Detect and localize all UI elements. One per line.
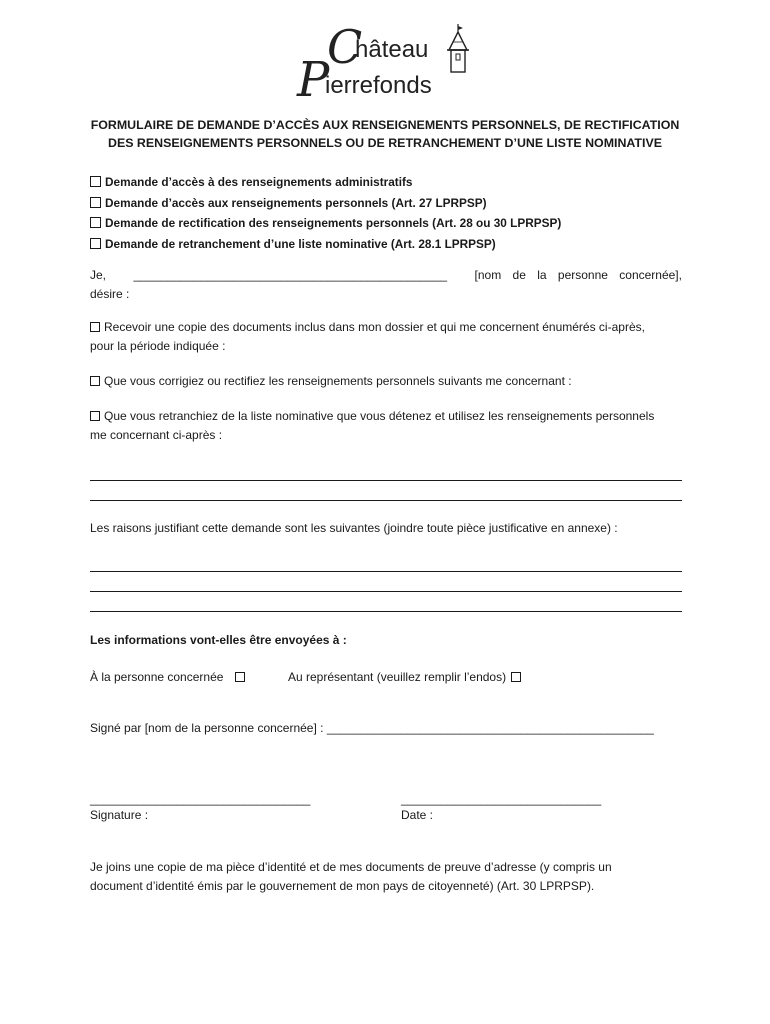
- checkbox-icon[interactable]: [90, 217, 101, 228]
- checkbox-icon[interactable]: [90, 322, 100, 332]
- option-retrenchment[interactable]: [90, 234, 690, 255]
- choice-remove: [90, 407, 682, 445]
- option-personal-access[interactable]: [90, 193, 690, 214]
- send-to-person-label: À la personne concernée: [90, 670, 224, 684]
- reasons-line-2[interactable]: [90, 591, 682, 592]
- option-label: Demande d’accès à des renseignements administratifs: [105, 175, 413, 189]
- send-to-representative-label: Au représentant (veuillez remplir l’endos): [288, 670, 507, 684]
- identity-note: [90, 858, 682, 896]
- choice-remove-label-line2: me concernant ci-après :: [90, 428, 223, 442]
- signature-label: Signature :: [90, 808, 149, 822]
- requester-name-line: [90, 266, 682, 304]
- logo-word-chateau: hâteau: [355, 36, 429, 63]
- choice-correct-label: Que vous corrigiez ou rectifiez les renseignements personnels suivants me concernant :: [104, 374, 572, 388]
- date-field[interactable]: ______________________________: [401, 792, 602, 806]
- choice-copy-label: Recevoir une copie des documents inclus dans mon dossier et qui me concernent énumérés ci-après,: [104, 320, 645, 334]
- identity-note-line1: Je joins une copie de ma pièce d’identité et de mes documents de preuve d’adresse (y compris un: [90, 860, 612, 874]
- request-type-options: [90, 172, 690, 254]
- signed-by-line: [90, 719, 654, 737]
- checkbox-icon[interactable]: [90, 411, 100, 421]
- choice-receive-copy: [90, 318, 682, 356]
- checkbox-icon[interactable]: [90, 176, 101, 187]
- signature-field[interactable]: _________________________________: [90, 792, 311, 806]
- je-suffix: [nom de la personne concernée],: [474, 268, 682, 282]
- checkbox-icon[interactable]: [90, 238, 101, 249]
- chateau-pierrefonds-logo: [295, 20, 475, 108]
- send-to-representative[interactable]: [288, 668, 525, 686]
- signed-by-field[interactable]: _________________________________________________: [326, 721, 654, 735]
- checkbox-icon[interactable]: [511, 672, 521, 682]
- castle-tower-icon: [443, 22, 473, 74]
- logo-word-pierrefonds: ierrefonds: [325, 72, 432, 99]
- form-title-line2: DES RENSEIGNEMENTS PERSONNELS OU DE RETRANCHEMENT D’UNE LISTE NOMINATIVE: [108, 136, 662, 150]
- logo-initial-c: C: [327, 20, 363, 74]
- details-line-2[interactable]: [90, 500, 682, 501]
- form-title-line1: FORMULAIRE DE DEMANDE D’ACCÈS AUX RENSEIGNEMENTS PERSONNELS, DE RECTIFICATION: [90, 118, 680, 132]
- je-prefix: Je,: [90, 268, 107, 282]
- reasons-label: Les raisons justifiant cette demande sont les suivantes (joindre toute pièce justificative en annexe) :: [90, 521, 618, 535]
- details-line-1[interactable]: [90, 480, 682, 481]
- date-label: Date :: [401, 808, 434, 822]
- requester-name-field[interactable]: _______________________________________________: [133, 268, 448, 282]
- reasons-line-1[interactable]: [90, 571, 682, 572]
- send-to-heading: Les informations vont-elles être envoyées à :: [90, 633, 347, 647]
- choice-correct: [90, 372, 682, 391]
- option-rectification[interactable]: [90, 213, 690, 234]
- reasons-line-3[interactable]: [90, 611, 682, 612]
- identity-note-line2: document d’identité émis par le gouvernement de mon pays de citoyenneté) (Art. 30 LPRPSP).: [90, 879, 595, 893]
- choice-remove-label: Que vous retranchiez de la liste nominative que vous détenez et utilisez les renseignements personnels: [104, 409, 655, 423]
- je-desire: désire :: [90, 287, 130, 301]
- checkbox-icon[interactable]: [90, 197, 101, 208]
- checkbox-icon[interactable]: [235, 672, 245, 682]
- option-label: Demande de retranchement d’une liste nominative (Art. 28.1 LPRPSP): [105, 236, 496, 251]
- signed-by-label: Signé par [nom de la personne concernée] :: [90, 721, 324, 735]
- checkbox-icon[interactable]: [90, 376, 100, 386]
- form-title: [90, 116, 680, 152]
- option-administrative-access[interactable]: [90, 172, 690, 193]
- choice-copy-label-line2: pour la période indiquée :: [90, 339, 226, 353]
- send-to-person[interactable]: [90, 668, 249, 686]
- option-label: Demande d’accès aux renseignements personnels (Art. 27 LPRPSP): [105, 195, 487, 210]
- logo-initial-p: P: [297, 52, 330, 108]
- option-label: Demande de rectification des renseignements personnels (Art. 28 ou 30 LPRPSP): [105, 216, 562, 230]
